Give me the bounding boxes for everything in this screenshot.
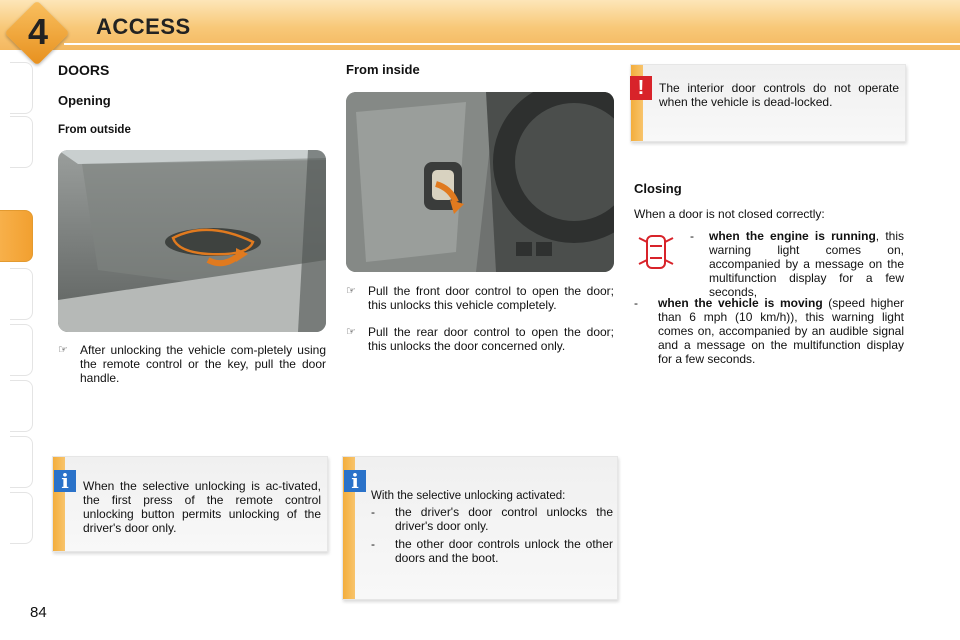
chapter-number: 4 <box>27 11 49 52</box>
page-number: 84 <box>30 604 47 621</box>
info-box-middle-item-2: the other door controls unlock the other doors and the boot. <box>395 537 613 565</box>
list-dash: - <box>371 537 375 551</box>
info-box-left <box>52 456 328 552</box>
opening-heading: Opening <box>58 93 111 108</box>
info-box-middle-title: With the selective unlocking activated: <box>371 490 566 502</box>
chapter-tab[interactable] <box>10 380 33 432</box>
inside-bullet-2 <box>346 325 614 369</box>
closing-intro: When a door is not closed correctly: <box>634 207 825 221</box>
pointing-hand-icon: ☞ <box>346 285 356 297</box>
info-box-left-text: When the selective unlocking is ac-tivated, the first press of the remote control unlocking button permits unlocking of the driver's door only. <box>83 479 321 535</box>
info-box-middle-item-1: the driver's door control unlocks the driver's door only. <box>395 505 613 533</box>
door-handle-photo <box>58 150 326 332</box>
list-dash: - <box>690 229 694 243</box>
chapter-tab[interactable] <box>10 324 33 376</box>
outside-bullet <box>58 343 326 403</box>
warning-box <box>630 64 906 142</box>
list-dash: - <box>634 296 638 310</box>
info-box-middle <box>342 456 618 600</box>
doors-heading: DOORS <box>58 62 110 78</box>
chapter-tab[interactable] <box>10 492 33 544</box>
outside-bullet-text: After unlocking the vehicle com-pletely using the remote control or the key, pull the door handle. <box>80 343 326 385</box>
chapter-tab[interactable] <box>10 62 33 114</box>
chapter-tab[interactable] <box>10 436 33 488</box>
from-outside-heading: From outside <box>58 124 131 136</box>
chapter-tabs <box>0 62 34 582</box>
inside-bullet-1-text: Pull the front door control to open the door; this unlocks this vehicle completely. <box>368 284 614 312</box>
header-divider <box>64 43 960 45</box>
closing-item-2-bold: when the vehicle is moving <box>658 296 823 310</box>
pointing-hand-icon: ☞ <box>346 326 356 338</box>
info-icon: i <box>344 470 366 492</box>
pointing-hand-icon: ☞ <box>58 344 68 356</box>
interior-door-photo <box>346 92 614 272</box>
closing-heading: Closing <box>634 181 682 196</box>
closing-item-1-bold: when the engine is running <box>709 229 876 243</box>
warning-box-text: The interior door controls do not operate when the vehicle is dead-locked. <box>659 81 899 109</box>
door-open-warning-icon <box>636 230 676 274</box>
info-icon: i <box>54 470 76 492</box>
closing-item-1-text: , this warning light comes on, accompanied by a message on the multifunction display for a few seconds, <box>709 229 905 299</box>
closing-item-2-text: (speed higher than 6 mph (10 km/h)), this warning light comes on, accompanied by an audible signal and a message on the multifunction display for a few seconds. <box>658 296 905 366</box>
chapter-title: ACCESS <box>96 14 191 39</box>
list-dash: - <box>371 505 375 519</box>
chapter-tab-active[interactable] <box>0 210 33 262</box>
chapter-tab[interactable] <box>10 268 33 320</box>
closing-item-1 <box>709 229 904 299</box>
chapter-tab[interactable] <box>10 116 33 168</box>
exclamation-icon: ! <box>630 76 652 100</box>
closing-item-2 <box>658 296 904 366</box>
inside-bullet-2-text: Pull the rear door control to open the door; this unlocks the door concerned only. <box>368 325 614 353</box>
from-inside-heading: From inside <box>346 62 420 77</box>
inside-bullet-1 <box>346 284 614 328</box>
